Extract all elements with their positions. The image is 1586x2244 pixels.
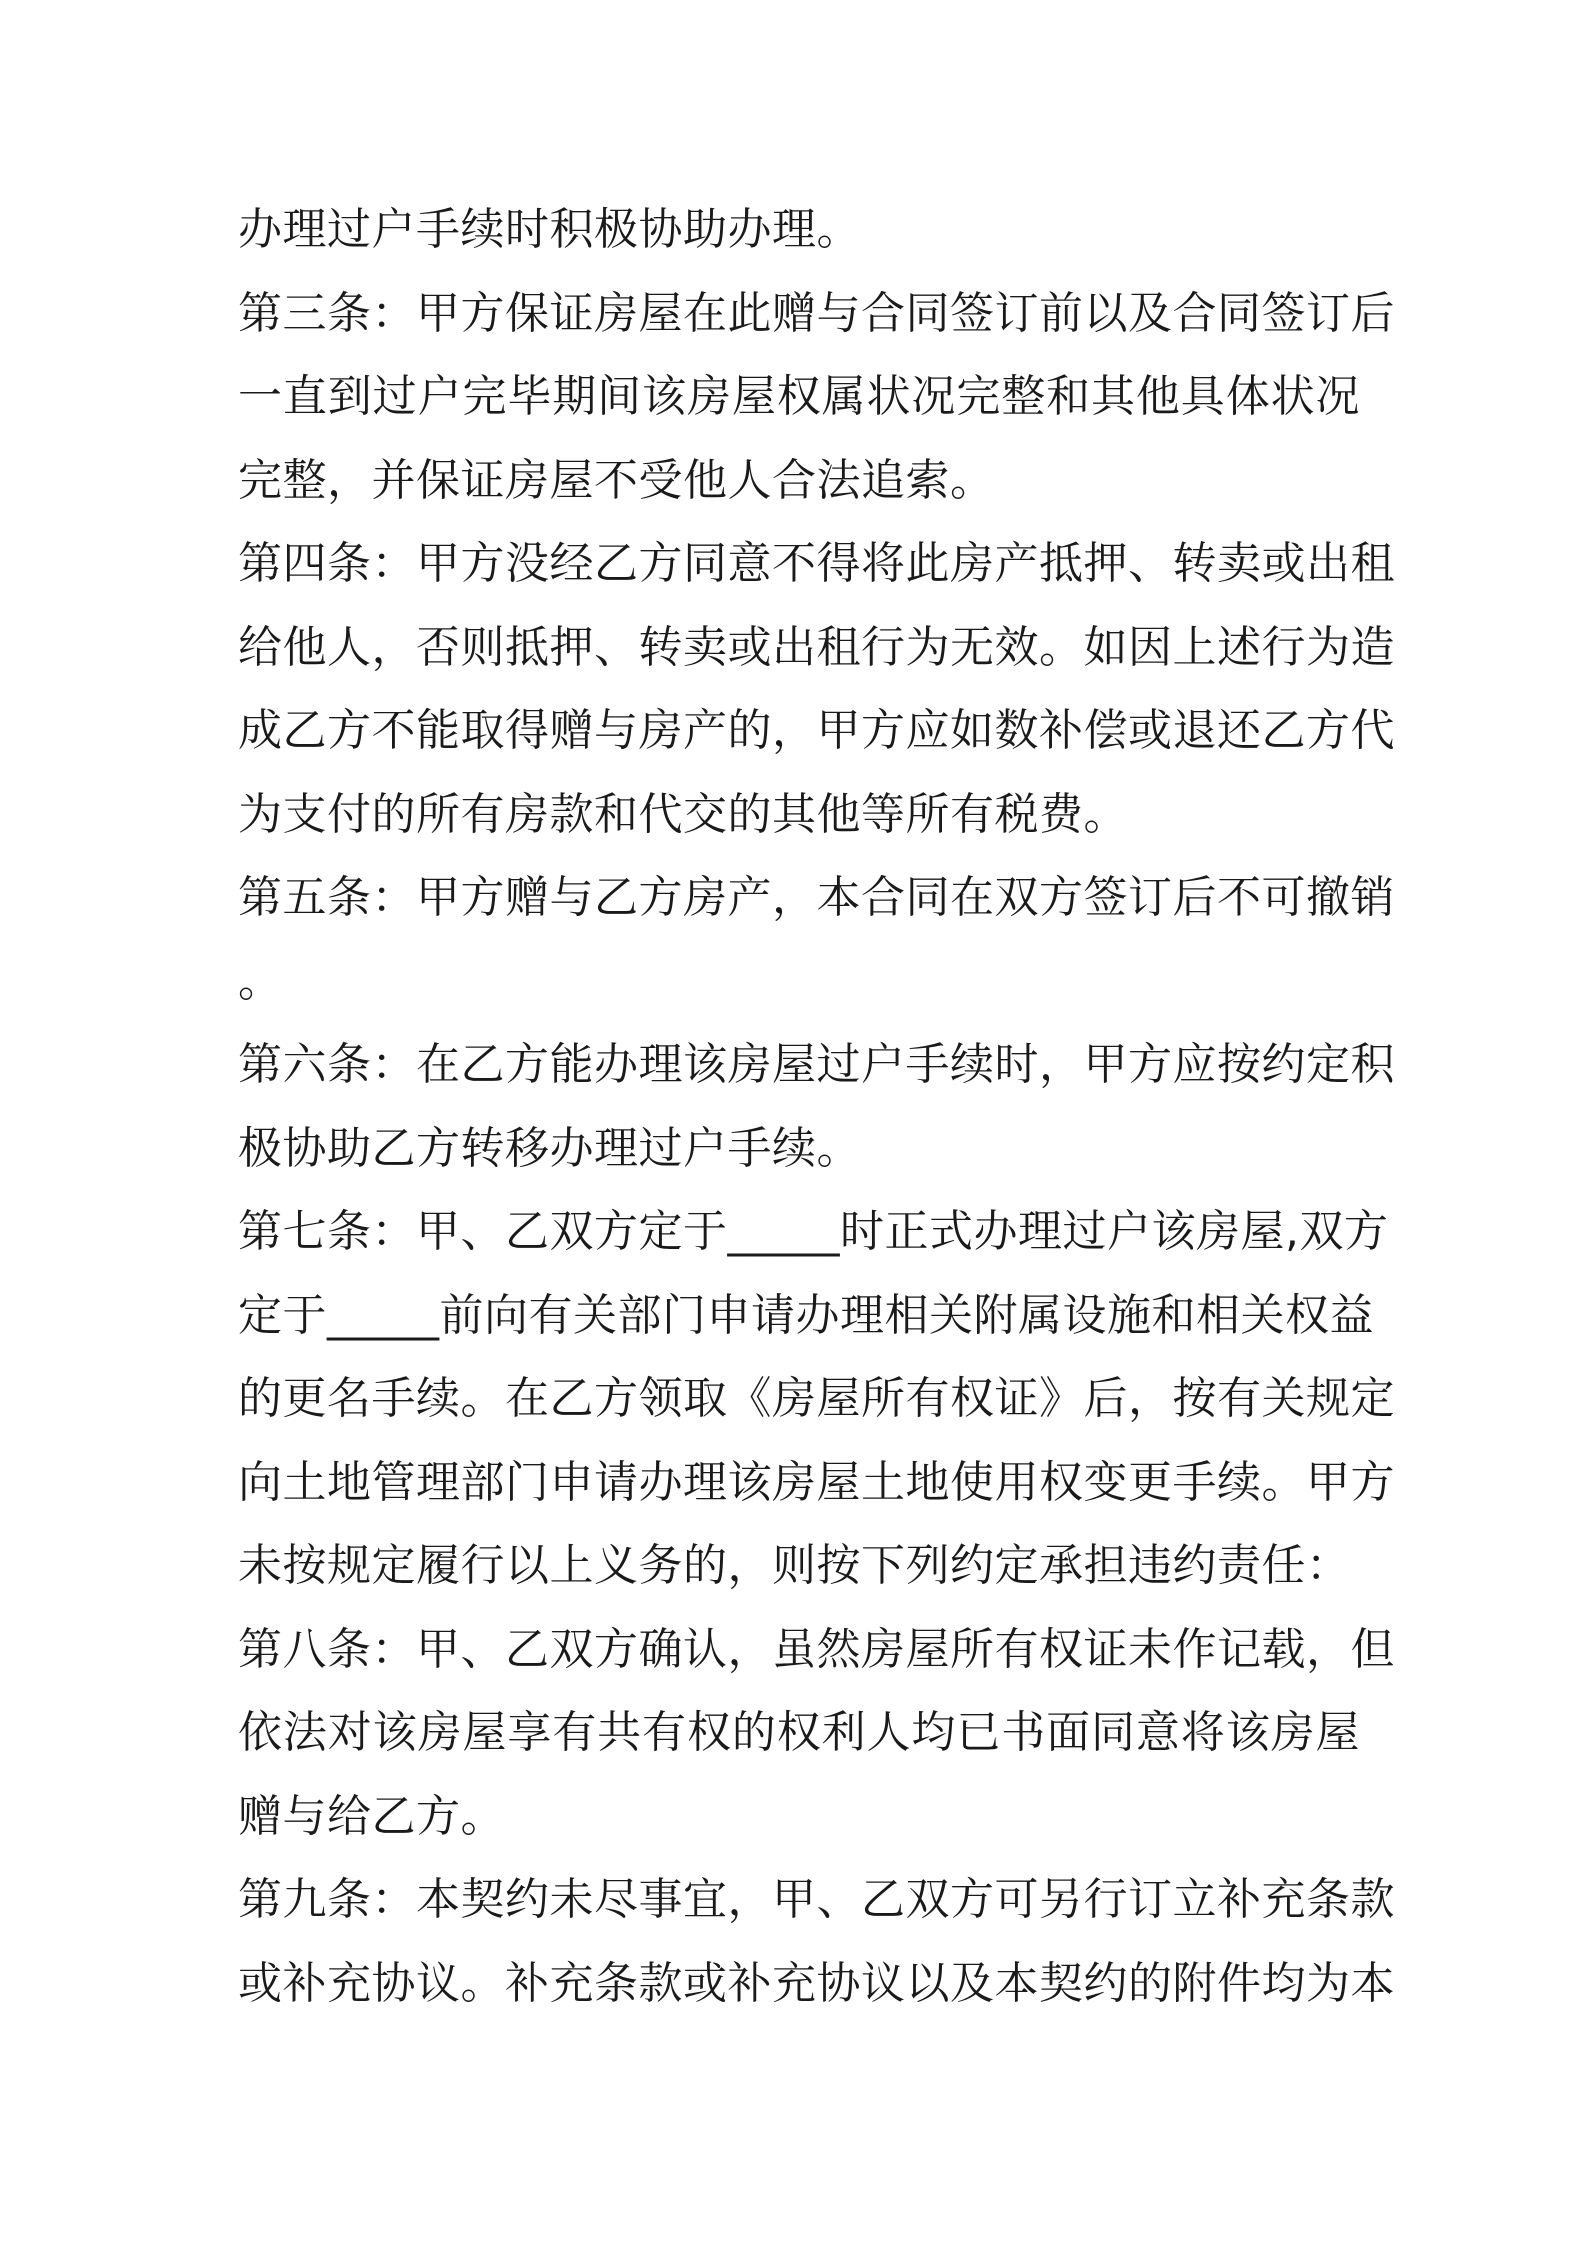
text-line: 第四条：甲方没经乙方同意不得将此房产抵押、转卖或出租 [238,538,1395,589]
text-line: 一直到过户完毕期间该房屋权属状况完整和其他具体状况 [238,371,1360,422]
text-line: 给他人，否则抵押、转卖或出租行为无效。如因上述行为造 [238,621,1395,673]
text-line: 成乙方不能取得赠与房产的，甲方应如数补偿或退还乙方代 [238,705,1395,756]
text-line: 第八条：甲、乙双方确认，虽然房屋所有权证未作记载，但 [238,1623,1395,1675]
text-line: 办理过户手续时积极协助办理。 [238,204,861,255]
text-line: 极协助乙方转移办理过户手续。 [238,1122,861,1174]
text-line: 的更名手续。在乙方领取《房屋所有权证》后，按有关规定 [238,1373,1395,1424]
text-line: 完整，并保证房屋不受他人合法追索。 [238,454,995,506]
text-line: 第三条：甲方保证房屋在此赠与合同签订前以及合同签订后 [238,287,1395,339]
text-line: 向土地管理部门申请办理该房屋土地使用权变更手续。甲方 [238,1456,1395,1508]
text-line: 定于_____前向有关部门申请办理相关附属设施和相关权益 [238,1289,1374,1341]
text-line: 。 [238,955,283,1007]
text-line: 第九条：本契约未尽事宜，甲、乙双方可另行订立补充条款 [238,1874,1395,1925]
text-line: 第七条：甲、乙双方定于_____时正式办理过户该房屋,双方 [238,1206,1389,1257]
text-line: 未按规定履行以上义务的，则按下列约定承担违约责任： [238,1540,1351,1591]
text-line: 第五条：甲方赠与乙方房产，本合同在双方签订后不可撤销 [238,872,1395,923]
text-line: 第六条：在乙方能办理该房屋过户手续时，甲方应按约定积 [238,1039,1395,1090]
text-line: 为支付的所有房款和代交的其他等所有税费。 [238,788,1128,840]
contract-text [238,188,1395,2025]
text-line: 依法对该房屋享有共有权的权利人均已书面同意将该房屋 [238,1707,1360,1758]
text-line: 或补充协议。补充条款或补充协议以及本契约的附件均为本 [238,1957,1395,2009]
text-line: 赠与给乙方。 [238,1790,505,1842]
